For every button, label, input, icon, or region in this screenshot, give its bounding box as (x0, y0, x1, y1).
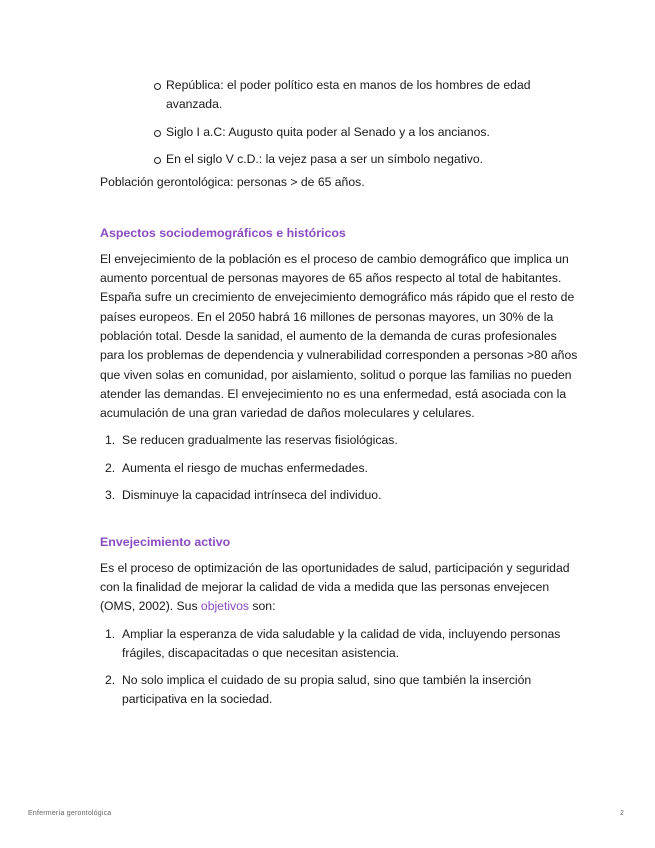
list-item: 1. Se reducen gradualmente las reservas fisiológicas. (105, 433, 398, 448)
list-item: 2. No solo implica el cuidado de su propia salud, sino que también la inserción participativa en la sociedad. (105, 673, 532, 707)
objetivos-link[interactable]: objetivos (200, 599, 250, 614)
history-bullet-list (100, 76, 580, 169)
list-item: En el siglo V c.D.: la vejez pasa a ser un símbolo negativo. (166, 150, 580, 169)
section-paragraph-envejecimiento-activo: Es el proceso de optimización de las oportunidades de salud, participación y seguridad con la finalidad de mejorar la calidad de vida a medida que las personas envejecen (OMS, 2002). Sus objetivos son: (100, 560, 570, 614)
numbered-list-objetivos (100, 625, 580, 710)
hollow-bullet-icon (154, 83, 161, 90)
list-item: 1. Ampliar la esperanza de vida saludable y la calidad de vida, incluyendo personas frágiles, discapacitadas o que necesitan asistencia. (105, 626, 561, 660)
section-paragraph-sociodemograficos: El envejecimiento de la población es el proceso de cambio demográfico que implica un aumento porcentual de personas mayores de 65 años respecto al total de habitantes. España sufre un crecimiento de envejecimiento demográfico más rápido que el resto de países europeos. En el 2050 habrá 16 millones de personas mayores, un 30% de la población total. Desde la sanidad, el aumento de la demanda de curas profesionales para los problemas de dependencia y vulnerabilidad corresponden a personas >80 años que viven solas en comunidad, por aislamiento, solitud o porque las familias no pueden atender las demandas. El envejecimiento no es una enfermedad, está asociada con la acumulación de una gran variedad de daños moleculares y celulares. (100, 251, 578, 421)
list-item: 3. Disminuye la capacidad intrínseca del individuo. (105, 488, 382, 503)
poblacion-line: Población gerontológica: personas > de 65 años. (100, 175, 365, 190)
page-number: 2 (620, 810, 624, 817)
numbered-list-sociodemograficos (100, 431, 580, 505)
list-item: República: el poder político esta en manos de los hombres de edad avanzada. (166, 76, 580, 115)
footer-title: Enfermería gerontológica (28, 810, 112, 817)
page-content (100, 76, 580, 718)
section-heading-envejecimiento-activo: Envejecimiento activo (100, 535, 231, 550)
list-item: 2. Aumenta el riesgo de muchas enfermedades. (105, 460, 368, 475)
section-heading-sociodemograficos: Aspectos sociodemográficos e históricos (100, 226, 346, 241)
list-item: Siglo I a.C: Augusto quita poder al Senado y a los ancianos. (166, 123, 580, 142)
hollow-bullet-icon (154, 130, 161, 137)
hollow-bullet-icon (154, 157, 161, 164)
